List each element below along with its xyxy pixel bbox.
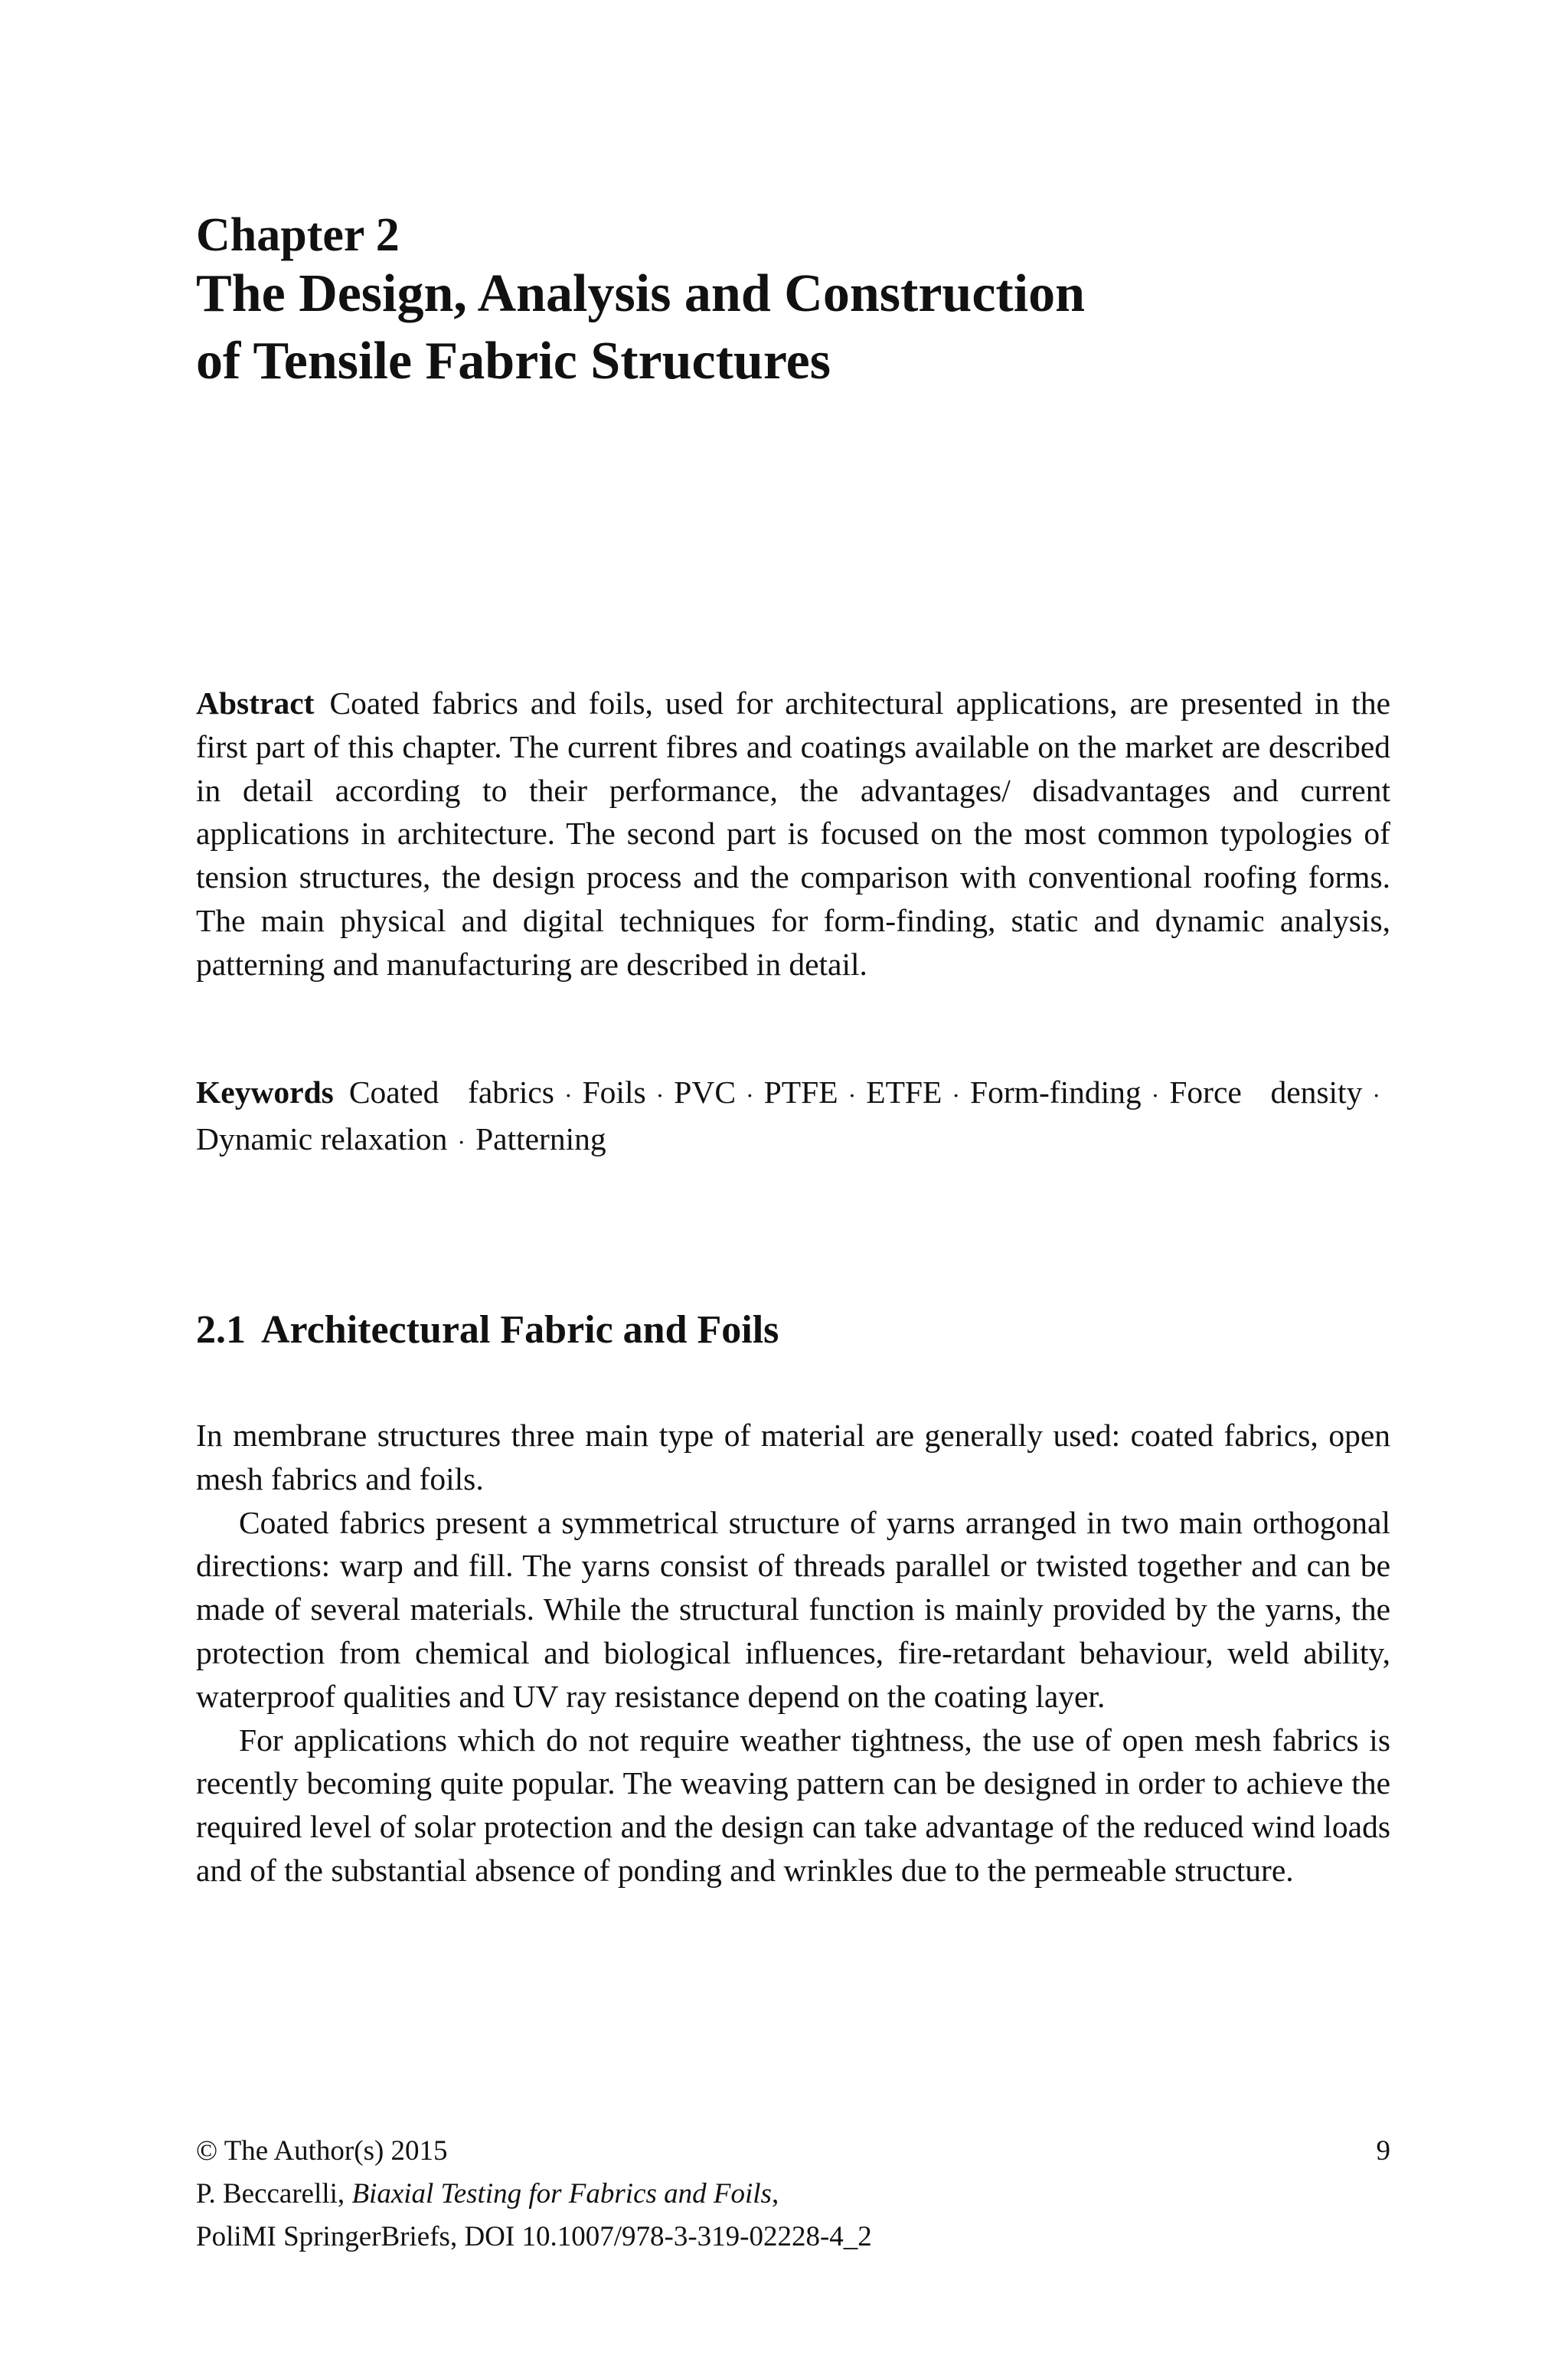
keyword-separator: · <box>1372 1081 1380 1110</box>
footer <box>196 2130 1390 2259</box>
chapter-label: Chapter 2 <box>196 209 400 261</box>
keyword-item: Patterning <box>475 1120 606 1156</box>
section-heading <box>196 1306 779 1355</box>
body-text <box>196 1414 1390 1892</box>
abstract <box>196 682 1390 986</box>
keyword-separator: · <box>564 1081 573 1110</box>
chapter-title <box>196 260 1390 395</box>
keyword-separator: · <box>1151 1081 1160 1110</box>
paragraph: Coated fabrics present a symmetrical structure of yarns arranged in two main orthogonal directions: warp and fill. The yarns consist of threads parallel or twisted together and can be made of several materials. While the structural function is mainly provided by the yarns, the protection from chemical and biological influences, fire-retardant behaviour, weld ability, waterproof qualities and UV ray resistance depend on the coating layer. <box>196 1504 1390 1714</box>
keywords <box>196 1071 1390 1164</box>
keyword-item: Foils <box>582 1075 646 1110</box>
citation-series: PoliMI SpringerBriefs, DOI 10.1007/978-3-319-02228-4_2 <box>196 2221 872 2252</box>
page-number: 9 <box>1376 2135 1390 2167</box>
keyword-item: Dynamic relaxation <box>196 1120 448 1156</box>
section-number: 2.1 <box>196 1308 246 1352</box>
keyword-item: Coated fabrics <box>348 1075 554 1110</box>
keyword-item: Form-finding <box>970 1075 1142 1110</box>
paragraph: For applications which do not require weather tightness, the use of open mesh fabrics is recently becoming quite popular. The weaving pattern can be designed in order to achieve the required level of solar protection and the design can take advantage of the reduced wind loads and of the substantial absence of ponding and wrinkles due to the permeable structure. <box>196 1722 1390 1888</box>
keyword-separator: · <box>952 1081 961 1110</box>
paragraph: In membrane structures three main type of material are generally used: coated fabrics, open mesh fabrics and foils. <box>196 1418 1390 1496</box>
citation-line: P. Beccarelli, Biaxial Testing for Fabrics and Foils, <box>196 2178 779 2210</box>
abstract-text: Coated fabrics and foils, used for architectural applications, are presented in the first part of this chapter. The current fibres and coatings available on the market are described in detail according to their performance, the advantages/ disadvantages and current applications in architecture. The second part is focused on the most common typologies of tension structures, the design process and the comparison with conventional roofing forms. The main physical and digital techniques for form-finding, static and dynamic analysis, patterning and manufacturing are described in detail. <box>196 685 1390 982</box>
keyword-separator: · <box>457 1127 466 1156</box>
keyword-separator: · <box>746 1081 754 1110</box>
keyword-separator: · <box>848 1081 857 1110</box>
keyword-separator: · <box>655 1081 665 1110</box>
chapter-title-line-1: The Design, Analysis and Construction <box>196 264 1086 323</box>
citation-book-title: Biaxial Testing for Fabrics and Foils <box>351 2178 772 2210</box>
abstract-label: Abstract <box>196 685 315 721</box>
citation-author: P. Beccarelli, <box>196 2178 345 2210</box>
keyword-item: PVC <box>674 1075 737 1110</box>
keywords-label: Keywords <box>196 1075 334 1110</box>
section-title: Architectural Fabric and Foils <box>261 1308 779 1352</box>
chapter-title-line-2: of Tensile Fabric Structures <box>196 332 831 391</box>
keyword-item: PTFE <box>763 1075 838 1110</box>
copyright-notice: © The Author(s) 2015 <box>196 2135 448 2167</box>
keyword-item: ETFE <box>866 1075 942 1110</box>
keyword-item: Force density <box>1169 1075 1363 1110</box>
